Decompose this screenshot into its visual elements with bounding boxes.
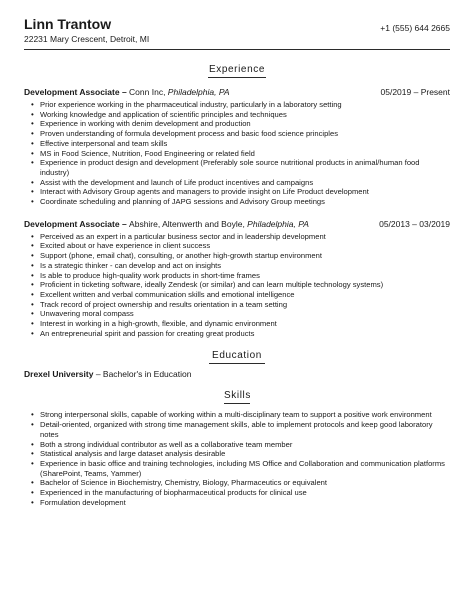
list-item: • Interact with Advisory Group agents and managers to provide insight on Life Product development (40, 187, 450, 197)
list-item: • Track record of project ownership and results orientation in a team setting (40, 300, 450, 310)
list-item: • Excited about or have experience in client success (40, 241, 450, 251)
job-separator: – (119, 218, 130, 229)
job-company: Abshire, Altenwerth and Boyle, (129, 218, 248, 229)
list-item: • Experience in basic office and training technologies, including MS Office and Collaboration and communication platforms (SharePoint, Teams, Yammer) (40, 459, 450, 478)
education-degree: Bachelor's in Education (102, 369, 192, 380)
job-entry (24, 87, 450, 207)
list-item: • Experienced in the manufacturing of biopharmaceutical products for clinical use (40, 488, 450, 498)
job-dates: 05/2019 – Present (380, 87, 450, 97)
skills-title: Skills (224, 390, 250, 404)
job-location: Philadelphia, PA (167, 87, 230, 97)
list-item: • Proven understanding of formula development process and basic food science principles (40, 129, 450, 139)
header-divider (24, 49, 450, 50)
list-item: • Experience in working with denim development and production (40, 119, 450, 129)
job-dates: 05/2013 – 03/2019 (379, 218, 450, 229)
list-item: • Bachelor of Science in Biochemistry, Chemistry, Biology, Pharmaceutics or equivalent (40, 478, 450, 488)
list-item: • Formulation development (40, 498, 450, 508)
job-title-line (24, 219, 309, 230)
skills-section (24, 390, 450, 507)
list-item: • Perceived as an expert in a particular business sector and in leadership development (40, 232, 450, 242)
job-entry (24, 219, 450, 339)
job-company: Conn Inc, (129, 87, 168, 97)
list-item: • Both a strong individual contributor as well as a collaborative team member (40, 440, 450, 450)
list-item: • Proficient in ticketing software, ideally Zendesk (or similar) and can learn multiple technology systems) (40, 280, 450, 290)
candidate-phone: +1 (555) 644 2665 (380, 23, 450, 33)
list-item: • Experience in product design and development (Preferably sole source nutritional products in animal/human food industry) (40, 158, 450, 177)
list-item: • Support (phone, email chat), consulting, or another high-growth startup environment (40, 251, 450, 261)
contact-block (24, 16, 149, 45)
education-title: Education (209, 350, 265, 364)
experience-section (24, 64, 450, 338)
candidate-address: 22231 Mary Crescent, Detroit, MI (24, 34, 150, 44)
list-item: • Prior experience working in the pharmaceutical industry, particularly in a laboratory setting (40, 100, 450, 110)
list-item: • Detail-oriented, organized with strong time management skills, able to implement protocols and keep good laboratory notes (40, 420, 450, 439)
list-item: • Working knowledge and application of scientific principles and techniques (40, 110, 450, 120)
list-item: • Is able to produce high-quality work products in short-time frames (40, 271, 450, 281)
list-item: • MS in Food Science, Nutrition, Food Engineering or related field (40, 149, 450, 159)
education-entry (24, 369, 450, 380)
list-item: • Interest in working in a high-growth, flexible, and dynamic environment (40, 319, 450, 329)
education-school: Drexel University (24, 369, 94, 380)
job-role: Development Associate (24, 87, 120, 97)
list-item: • Excellent written and verbal communication skills and emotional intelligence (40, 290, 450, 300)
list-item: • Statistical analysis and large dataset analysis desirable (40, 449, 450, 459)
job-role: Development Associate (24, 218, 120, 229)
job-bullets (24, 232, 450, 339)
job-bullets (24, 100, 450, 207)
candidate-name: Linn Trantow (24, 16, 112, 32)
job-title-line (24, 87, 230, 98)
job-header (24, 219, 450, 230)
education-section (24, 350, 450, 380)
job-header (24, 87, 450, 98)
list-item: • An entrepreneurial spirit and passion for creating great products (40, 329, 450, 339)
job-separator: – (119, 87, 130, 97)
resume-header (24, 16, 450, 45)
list-item: • Assist with the development and launch of Life product incentives and campaigns (40, 178, 450, 188)
list-item: • Effective interpersonal and team skills (40, 139, 450, 149)
education-separator: – (93, 369, 103, 380)
skills-bullets (24, 410, 450, 507)
job-location: Philadelphia, PA (247, 218, 309, 229)
list-item: • Coordinate scheduling and planning of JAPG sessions and Advisory Group meetings (40, 197, 450, 207)
list-item: • Strong interpersonal skills, capable of working within a multi-disciplinary team to support a positive work environment (40, 410, 450, 420)
experience-title: Experience (208, 64, 266, 78)
list-item: • Unwavering moral compass (40, 309, 450, 319)
list-item: • Is a strategic thinker - can develop and act on insights (40, 261, 450, 271)
